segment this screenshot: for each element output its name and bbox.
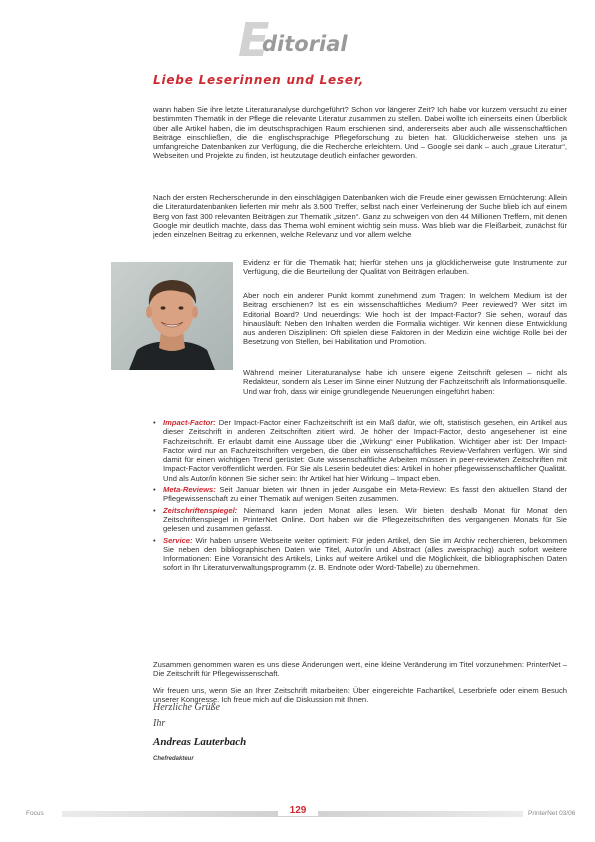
paragraph-2: Nach der ersten Recherscherunde in den einschlägigen Datenbanken wich die Freude einer gewissen Ernüchterung: Allein die Literaturdatenbanken lieferten mir mehr als 3.500 Treffer, selbst nach einer Verfeinerung der Suche blieb ich auf einem Berg von fast 300 relevanten Beiträgen zur Thematik „sitzen“. Ganz zu schweigen von den 44 Millionen Treffern, mit denen Google mir deutlich machte, dass das Thema wohl eminent wichtig sein muss. Was blieb war die Fleißarbeit, zunächst für jeden einzelnen Beitrag zu erkennen, welche Relevanz und vor allem welche bbox=[153, 193, 567, 240]
footer-section-label: Focus bbox=[26, 810, 44, 817]
author-role: Chefredakteur bbox=[153, 756, 194, 762]
bullet-text: Der Impact-Factor einer Fachzeitschrift ist ein Maß dafür, wie oft, statistisch gesehen, ein Artikel aus dieser Zeitschrift in anderen Zeitschriften zitiert wird. Je höher der Impact-Factor, desto angesehener ist eine Fachzeitschrift. Er erlaubt damit eine Aussage über die „Wirkung“ einer Publikation. Wichtiger aber ist: Der Impact-Factor wird nur an Fachzeitschriften vergeben, die über ein wissenschaftliches Review-Verfahren verfügen. Wir sind damit für einen wichtigen Trend gerüstet: Gute wissenschaftliche Arbeiten müssen in peer-reviewten Zeitschriften mit Impact-Factor veröffentlicht werden. Für Sie als Leserin bedeutet dies: Artikel in hoher pflegewissenschaftlicher Qualität. Und als Autor/in können Sie sicher sein: Ihr Artikel hat hier Wirkung – Impact eben. bbox=[163, 418, 567, 483]
bullet-term: Meta-Reviews: bbox=[163, 485, 216, 495]
paragraph-4: Aber noch ein anderer Punkt kommt zunehmend zum Tragen: In welchem Medium ist der Beitrag erschienen? Ist es ein wissenschaftliches Medium? Peer reviewed? Wer sitzt im Editorial Board? Und neuerdings: Wie hoch ist der Impact-Factor? Sie sehen, worauf das hinausläuft: Neben den Inhalten werden die Formalia wichtiger. Wir kennen diese Entwicklung aus anderen Disziplinen: Oft spielen diese Faktoren in der Medizin eine wichtige Rolle bei der Besetzung von Stellen, bei Habilitation und Promotion. bbox=[243, 291, 567, 347]
paragraph-3: Evidenz er für die Thematik hat; hierfür stehen uns ja glücklicherweise gute Instrumente zur Verfügung, die die Beurteilung der Qualität von Beiträgen erlauben. bbox=[243, 258, 567, 277]
author-photo bbox=[111, 262, 233, 370]
footer-issue: PrinterNet 03/06 bbox=[528, 810, 576, 817]
masthead-initial: E bbox=[238, 13, 270, 67]
paragraph-1: wann haben Sie ihre letzte Literaturanalyse durchgeführt? Schon vor längerer Zeit? Ich habe vor kurzem versucht zu einer bestimmten Thematik in der Pflege die relevante Literatur zusammen zu stellen. Dabei wollte ich einerseits einen Überblick über alle Artikel haben, die im deutschsprachigen Raum erschienen sind, andererseits aber auch alle wissenschaftlichen Beiträge einschließen, die die englischsprachige Pflegeforschung zu bieten hat. Glücklicherweise stehen uns ja umfangreiche Datenbanken zur Verfügung, die die Recherche erleichtern. Und – Google sei dank – auch „graue Literatur“, Webseiten und Projekte zu finden, ist heutzutage deutlich einfacher geworden. bbox=[153, 105, 567, 161]
bullet-icon: • bbox=[153, 418, 156, 427]
page-number: 129 bbox=[278, 805, 318, 816]
list-item bbox=[153, 485, 567, 504]
closing-ihr: Ihr bbox=[153, 718, 166, 729]
innovations-list bbox=[153, 418, 567, 575]
list-item bbox=[153, 536, 567, 573]
closing-paragraph-2: Wir freuen uns, wenn Sie an Ihrer Zeitschrift mitarbeiten: Über eingereichte Fachartikel, Leserbriefe oder einem Besuch unserer Kongresse. Ich freue mich auf die Diskussion mit Ihnen. bbox=[153, 686, 567, 705]
author-name: Andreas Lauterbach bbox=[153, 736, 247, 748]
list-item bbox=[153, 418, 567, 483]
closing-paragraph-1: Zusammen genommen waren es uns diese Änderungen wert, eine kleine Veränderung im Titel vorzunehmen: PrinterNet – Die Zeitschrift für Pflegewissenschaft. bbox=[153, 660, 567, 679]
bullet-term: Service: bbox=[163, 535, 193, 545]
bullet-term: Zeitschriftenspiegel: bbox=[163, 505, 238, 515]
salutation-heading: Liebe Leserinnen und Leser, bbox=[153, 73, 365, 87]
bullet-text: Niemand kann jeden Monat alles lesen. Wir bieten deshalb Monat für Monat den Zeitschriftenspiegel in PrinterNet Online. Dort haben wir die Pflegezeitschriften des vergangenen Monats für Sie gelesen und zusammen gefasst. bbox=[163, 505, 567, 534]
masthead bbox=[238, 13, 368, 67]
bullet-text: Wir haben unsere Webseite weiter optimiert: Für jeden Artikel, den Sie im Archiv recherchieren, bekommen Sie neben den bibliographischen Daten wie Titel, Autor/in und Abstract (alles zweisprachig) auch sofort weitere Informationen: Eine Voransicht des Artikels, Links auf weitere Artikel und die Möglichkeit, die bibliographischen Daten sofort in Ihr Literaturverwaltungsprogramm (z. B. Endnote oder Word-Tabelle) zu übernehmen. bbox=[163, 535, 567, 573]
paragraph-5: Während meiner Literaturanalyse habe ich unsere eigene Zeitschrift gelesen – nicht als Redakteur, sondern als Leser im Sinne einer Nutzung der Fachzeitschrift als Informationsquelle. Und war froh, dass wir einige grundlegende Neuerungen eingeführt haben: bbox=[243, 368, 567, 396]
bullet-icon: • bbox=[153, 505, 156, 515]
bullet-icon: • bbox=[153, 535, 156, 545]
bullet-term: Impact-Factor: bbox=[163, 418, 216, 427]
author-portrait-image bbox=[111, 262, 233, 370]
masthead-title: ditorial bbox=[262, 32, 348, 56]
bullet-icon: • bbox=[153, 485, 156, 495]
list-item bbox=[153, 506, 567, 534]
bullet-text: Seit Januar bieten wir Ihnen in jeder Ausgabe ein Meta-Review: Es fasst den aktuellen Stand der Pflegewissenschaft zu einer Thematik auf wenigen Seiten zusammen. bbox=[163, 485, 567, 504]
closing-greeting: Herzliche Grüße bbox=[153, 702, 220, 713]
